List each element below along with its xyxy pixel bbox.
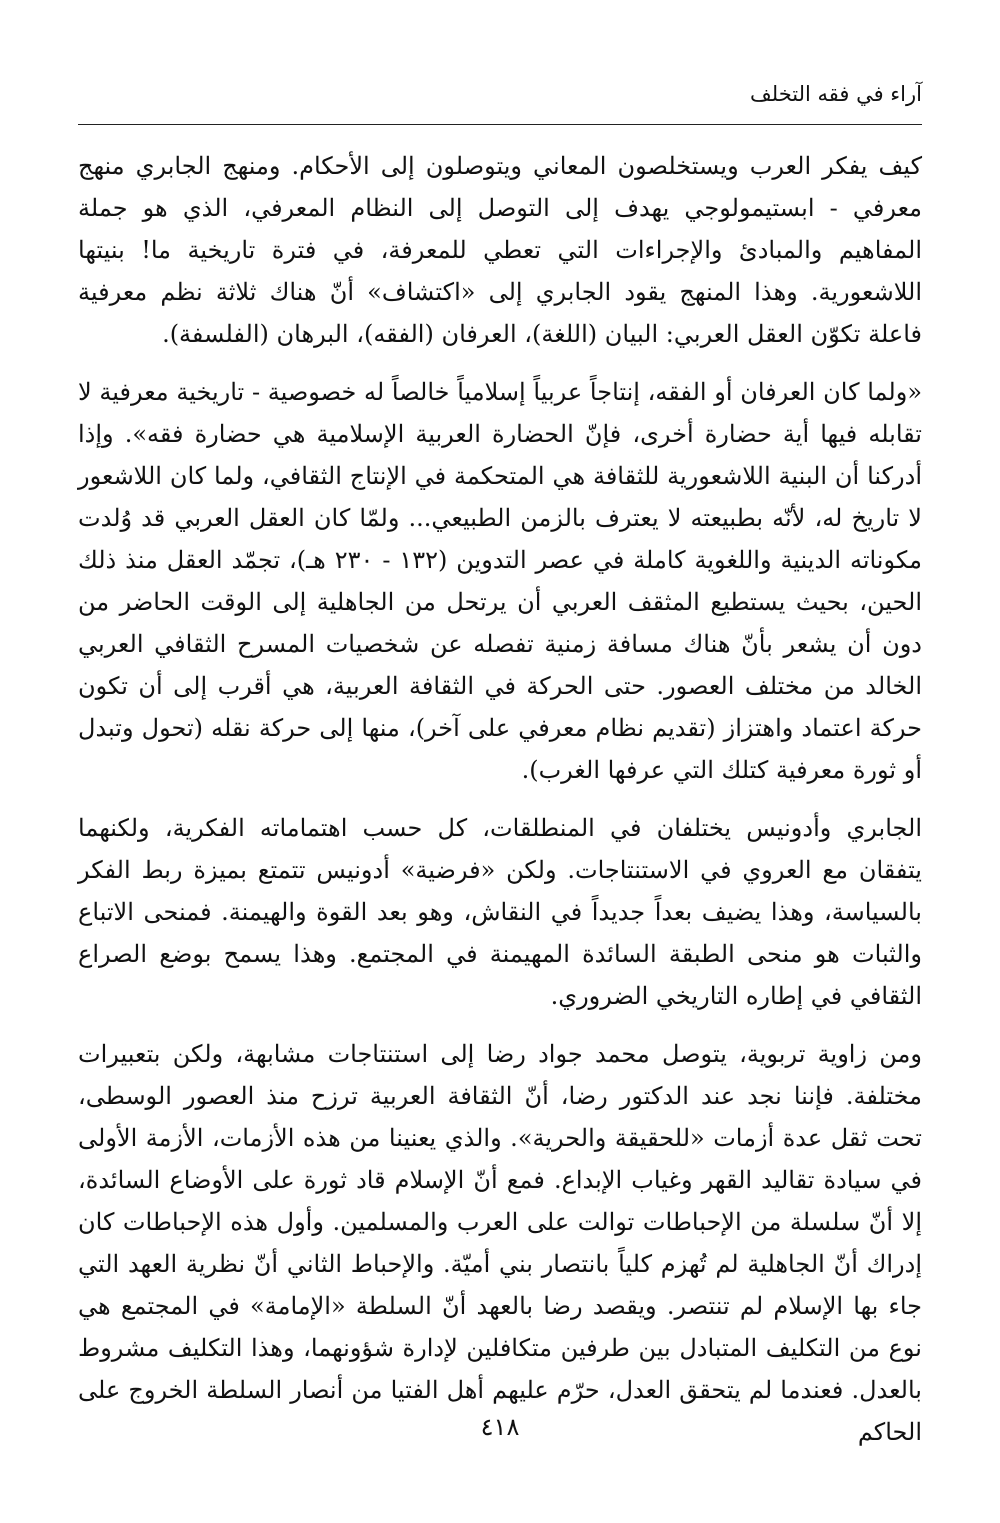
paragraph-2: «ولما كان العرفان أو الفقه، إنتاجاً عربياً إسلامياً خالصاً له خصوصية - تاريخية معرفية لا تقابله فيها أية حضارة أخرى، فإنّ الحضارة العربية الإسلامية هي حضارة فقه». وإذا أدركنا أن البنية اللاشعورية للثقافة هي المتحكمة في الإنتاج الثقافي، ولما كان اللاشعور لا تاريخ له، لأنّه بطبيعته لا يعترف بالزمن الطبيعي... ولمّا كان العقل العربي قد وُلدت مكوناته الدينية واللغوية كاملة في عصر التدوين (١٣٢ - ٢٣٠ هـ)، تجمّد العقل منذ ذلك الحين، بحيث يستطيع المثقف العربي أن يرتحل من الجاهلية إلى الوقت الحاضر من دون أن يشعر بأنّ هناك مسافة زمنية تفصله عن شخصيات المسرح الثقافي العربي الخالد من مختلف العصور. حتى الحركة في الثقافة العربية، هي أقرب إلى أن تكون حركة اعتماد واهتزاز (تقديم نظام معرفي على آخر)، منها إلى حركة نقله (تحول وتبدل أو ثورة معرفية كتلك التي عرفها الغرب). xyxy=(78,378,923,784)
paragraph-4: ومن زاوية تربوية، يتوصل محمد جواد رضا إلى استنتاجات مشابهة، ولكن بتعبيرات مختلفة. فإننا نجد عند الدكتور رضا، أنّ الثقافة العربية ترزح منذ العصور الوسطى، تحت ثقل عدة أزمات «للحقيقة والحرية». والذي يعنينا من هذه الأزمات، الأزمة الأولى في سيادة تقاليد القهر وغياب الإبداع. فمع أنّ الإسلام قاد ثورة على الأوضاع السائدة، إلا أنّ سلسلة من الإحباطات توالت على العرب والمسلمين. وأول هذه الإحباطات كان إدراك أنّ الجاهلية لم تُهزم كلياً بانتصار بني أميّة. والإحباط الثاني أنّ نظرية العهد التي جاء بها الإسلام لم تنتصر. ويقصد رضا بالعهد أنّ السلطة «الإمامة» في المجتمع هي نوع من التكليف المتبادل بين طرفين متكافلين لإدارة شؤونهما، وهذا التكليف مشروط بالعدل. فعندما لم يتحقق العدل، حرّم عليهم أهل الفتيا من أنصار السلطة الخروج على الحاكم xyxy=(78,1040,922,1446)
paragraph-1: كيف يفكر العرب ويستخلصون المعاني ويتوصلون إلى الأحكام. ومنهج الجابري منهج معرفي - ابستيمولوجي يهدف إلى التوصل إلى النظام المعرفي، الذي هو جملة المفاهيم والمبادئ والإجراءات التي تعطي للمعرفة، في فترة تاريخية ما! بنيتها اللاشعورية. وهذا المنهج يقود الجابري إلى «اكتشاف» أنّ هناك ثلاثة نظم معرفية فاعلة تكوّن العقل العربي: البيان (اللغة)، العرفان (الفقه)، البرهان (الفلسفة). xyxy=(78,152,922,348)
page-number: ٤١٨ xyxy=(480,1413,520,1441)
body-text xyxy=(78,145,922,1453)
header-rule xyxy=(78,124,922,125)
paragraph-3: الجابري وأدونيس يختلفان في المنطلقات، كل حسب اهتماماته الفكرية، ولكنهما يتفقان مع العروي في الاستنتاجات. ولكن «فرضية» أدونيس تتمتع بميزة ربط الفكر بالسياسة، وهذا يضيف بعداً جديداً في النقاش، وهو بعد القوة والهيمنة. فمنحى الاتباع والثبات هو منحى الطبقة السائدة المهيمنة في المجتمع. وهذا يسمح بوضع الصراع الثقافي في إطاره التاريخي الضروري. xyxy=(78,814,922,1010)
running-head: آراء في فقه التخلف xyxy=(750,82,922,106)
